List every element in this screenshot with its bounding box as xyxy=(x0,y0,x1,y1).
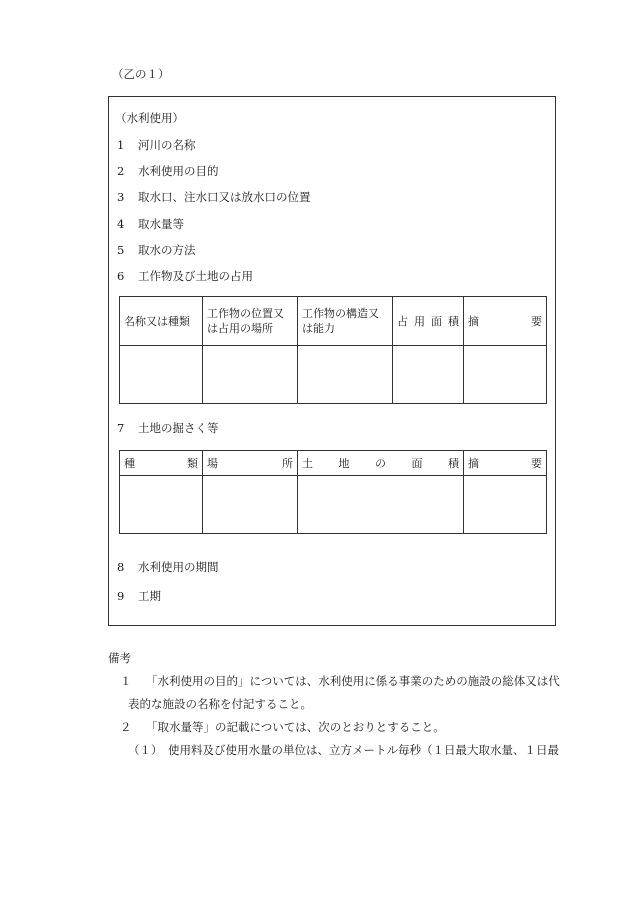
table-header-row xyxy=(120,297,547,346)
header-type: 種類 xyxy=(120,451,203,476)
note-1-continuation: 表的な施設の名称を付記すること。 xyxy=(128,697,312,711)
section-num: 2 xyxy=(117,164,125,178)
section-label: 土地の掘さく等 xyxy=(138,421,219,435)
table-cell xyxy=(464,476,547,534)
table-row xyxy=(120,346,547,404)
section-7 xyxy=(117,420,219,436)
section-num: 9 xyxy=(117,589,125,603)
section-num: 8 xyxy=(117,560,125,574)
section-8 xyxy=(117,559,219,575)
note-num: ２ xyxy=(120,720,132,734)
section-6 xyxy=(117,268,253,284)
section-2 xyxy=(117,163,219,179)
notes-heading: 備考 xyxy=(108,651,131,665)
section-label: 水利使用の期間 xyxy=(138,560,219,574)
section-4 xyxy=(117,216,184,232)
section-num: 5 xyxy=(117,243,125,257)
table-cell xyxy=(120,476,203,534)
section-9 xyxy=(117,588,161,604)
section-label: 取水口、注水口又は放水口の位置 xyxy=(138,190,311,204)
section-label: 工作物及び土地の占用 xyxy=(138,269,253,283)
header-location: 工作物の位置又は占用の場所 xyxy=(203,297,298,346)
note-text: 「水利使用の目的」については、水利使用に係る事業のための施設の総体又は代 xyxy=(146,674,560,688)
header-name-type: 名称又は種類 xyxy=(120,297,203,346)
table-row xyxy=(120,476,547,534)
table-header-row xyxy=(120,451,547,476)
table-cell xyxy=(393,346,464,404)
table-cell xyxy=(203,346,298,404)
section-label: 取水の方法 xyxy=(138,243,196,257)
subnote-1 xyxy=(128,742,559,758)
section-5 xyxy=(117,242,196,258)
section-num: 4 xyxy=(117,217,125,231)
section-num: 6 xyxy=(117,269,125,283)
section-label: 水利使用の目的 xyxy=(138,164,219,178)
header-remarks: 摘要 xyxy=(464,297,547,346)
category-label: （水利使用） xyxy=(115,111,184,125)
header-area: 占用面積 xyxy=(393,297,464,346)
page-label: （乙の１） xyxy=(112,67,170,81)
section-1 xyxy=(117,137,196,153)
table-cell xyxy=(298,476,464,534)
excavation-table xyxy=(119,450,547,534)
section-num: 7 xyxy=(117,421,125,435)
subnote-text: 使用料及び使用水量の単位は、立方メートル毎秒（１日最大取水量、１日最 xyxy=(168,743,559,757)
table-cell xyxy=(203,476,298,534)
note-num: １ xyxy=(120,674,132,688)
note-2 xyxy=(120,719,445,735)
section-num: 3 xyxy=(117,190,125,204)
section-label: 工期 xyxy=(138,589,161,603)
header-place: 場所 xyxy=(203,451,298,476)
occupancy-table xyxy=(119,296,547,404)
table-cell xyxy=(298,346,393,404)
header-land-area: 土地の面積 xyxy=(298,451,464,476)
section-3 xyxy=(117,189,311,205)
header-structure: 工作物の構造又は能力 xyxy=(298,297,393,346)
section-label: 取水量等 xyxy=(138,217,184,231)
header-remarks: 摘要 xyxy=(464,451,547,476)
subnote-num: （１） xyxy=(128,743,163,757)
note-text: 「取水量等」の記載については、次のとおりとすること。 xyxy=(146,720,445,734)
table-cell xyxy=(464,346,547,404)
section-num: 1 xyxy=(117,138,125,152)
section-label: 河川の名称 xyxy=(138,138,196,152)
note-1 xyxy=(120,673,560,689)
table-cell xyxy=(120,346,203,404)
